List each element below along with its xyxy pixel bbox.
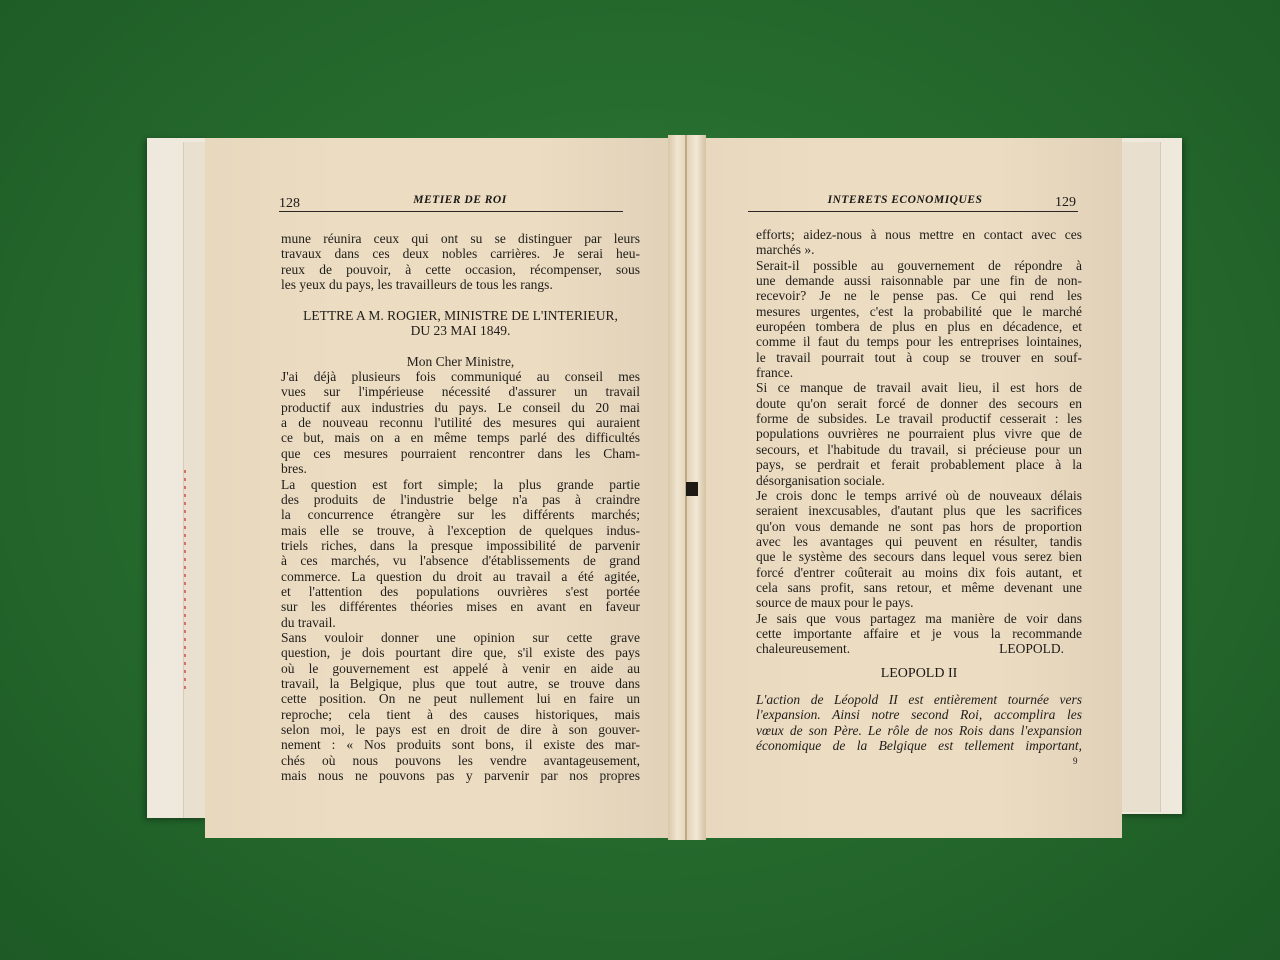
text-line: Je crois donc le temps arrivé où de nouveaux délais [756,487,1082,503]
text-line: travaux dans ces deux nobles carrières. Je serai heu- [281,246,640,262]
text-line: doute qu'on serait forcé de donner des secours en [756,395,1082,411]
text-line: Sans vouloir donner une opinion sur cette grave [281,629,640,645]
text-line: question, je dois pourtant dire que, s'il existe des pays [281,645,640,661]
text-line: forcé d'entrer coûterait au moins dix fois autant, et [756,564,1082,580]
left-header-rule [279,211,623,212]
text-line: les yeux du pays, les travailleurs de tous les rangs. [281,277,553,293]
text-line: DU 23 MAI 1849. [410,323,511,339]
left-running-head: METIER DE ROI [413,194,507,206]
text-line [281,292,640,307]
right-page-number: 129 [1055,195,1076,210]
right-running-head: INTERETS ECONOMIQUES [827,194,983,206]
intro-line: l'expansion. Ainsi notre second Roi, accomplira les [756,707,1082,723]
text-line: reproche; cela tient à des causes historiques, mais [281,706,640,722]
text-line: mune réunira ceux qui ont su se distinguer par leurs [281,231,640,246]
intro-line: L'action de Léopold II est entièrement tournée vers [756,692,1082,707]
text-line: nement : « Nos produits sont bons, il existe des mar- [281,737,640,753]
closing-word: chaleureusement. [756,641,851,657]
text-line: la concurrence étrangère sur les différents marchés; [281,507,640,523]
left-page-body [281,231,640,783]
right-page-body [756,227,1082,657]
right-header-rule [748,211,1078,212]
text-line: que ces mesures pourraient rencontrer dans les Cham- [281,445,640,461]
page-edge-stain [184,470,186,690]
text-line: le travail pourrait tout à coup se trouver en souf- [756,349,1082,365]
text-line: commerce. La question du droit au travail a été agitée, [281,568,640,584]
text-line: mesures urgentes, c'est la probabilité que le marché [756,303,1082,319]
text-line: Je sais que vous partagez ma manière de voir dans [756,610,1082,626]
text-line: a de nouveau reconnu l'utilité des mesures qui auraient [281,415,640,431]
text-line: vues sur l'impérieuse nécessité d'assurer un travail [281,384,640,400]
text-line: reux de pouvoir, à cette occasion, récompenser, sous [281,261,640,277]
text-line: cette position. On ne peut nullement lui en faire un [281,691,640,707]
text-line: bres. [281,461,307,477]
text-line: J'ai déjà plusieurs fois communiqué au conseil mes [281,369,640,385]
text-line: productif aux industries du pays. Le conseil du 20 mai [281,399,640,415]
text-line: que le système des secours dans lequel vous serez bien [756,549,1082,565]
text-line: La question est fort simple; la plus grande partie [281,476,640,492]
text-line: cette importante affaire et je vous la recommande [756,625,1082,641]
text-line [281,338,640,353]
text-line: ce but, mais on a en même temps parlé des difficultés [281,430,640,446]
text-line: avec les avantages qui peuvent en résulter, tandis [756,533,1082,549]
text-line: chés où nous pouvons les vendre avantageusement, [281,752,640,768]
text-line: populations ouvrières ne pourraient plus vivre que de [756,426,1082,442]
text-line: qu'on vous demande ne sont pas hors de proportion [756,518,1082,534]
intro-line: vœux de son Père. Le rôle de nos Rois dans l'expansion [756,722,1082,738]
text-line: cela sans profit, sans retour, et même devenant une [756,579,1082,595]
right-page [698,138,1122,838]
text-line: Serait-il possible au gouvernement de répondre à [756,257,1082,273]
text-line: marchés ». [756,242,815,258]
text-line: recevoir? Je ne le pense pas. Ce qui rend les [756,288,1082,304]
text-line: européen tombera de plus en plus en décadence, et [756,319,1082,335]
text-line: triels riches, dans la presque impossibilité de parvenir [281,537,640,553]
text-line: une demande aussi raisonnable par une fin de non- [756,273,1082,289]
text-line: efforts; aidez-nous à nous mettre en contact avec ces [756,227,1082,242]
signature-mark: 9 [1073,756,1078,766]
text-line: pays, se perdrait et ferait probablement place à la [756,457,1082,473]
section-intro [756,692,1082,753]
page-block-edge-right [1120,142,1161,812]
text-line: selon moi, le pays est en droit de dire à son gouver- [281,722,640,737]
text-line: source de maux pour le pays. [756,595,914,611]
text-line: mais elle se trouve, à l'exception de quelques indus- [281,522,640,538]
text-line: secours, et l'habitude du travail, si précieuse pour un [756,441,1082,457]
text-line: forme de subsides. Le travail productif cesserait : les [756,411,1082,427]
intro-line: économique de la Belgique est tellement important, [756,738,1082,754]
text-line: désorganisation sociale. [756,472,885,488]
text-line: comme il faut du temps pour les entreprises lointaines, [756,334,1082,350]
binding-notch [686,482,698,496]
text-line: travail, la Belgique, plus que tout autre, se trouve dans [281,675,640,691]
signature-leopold: LEOPOLD. [999,641,1064,657]
section-title: LEOPOLD II [880,666,958,681]
text-line: sur les différentes théories mises en avant en faveur [281,599,640,615]
text-line: des produits de l'industrie belge n'a pas à craindre [281,491,640,507]
text-line: Mon Cher Ministre, [406,353,515,369]
left-page-number: 128 [279,196,300,211]
text-line: et l'attention des populations ouvrières s'est portée [281,583,640,599]
text-line: à ces marchés, vu l'absence d'établissements de grand [281,553,640,569]
text-line: LETTRE A M. ROGIER, MINISTRE DE L'INTERIEUR, [303,307,618,323]
text-line: mais nous ne pouvons pas y parvenir par nos propres [281,768,640,784]
text-line: où le gouvernement est appelé à venir en aide au [281,660,640,676]
text-line: Si ce manque de travail avait lieu, il est hors de [756,380,1082,396]
text-line: seraient inexcusables, d'autant plus que les sacrifices [756,503,1082,519]
text-line: du travail. [281,614,336,630]
text-line: france. [756,365,794,381]
text-line [756,641,1082,656]
left-page [205,138,675,838]
